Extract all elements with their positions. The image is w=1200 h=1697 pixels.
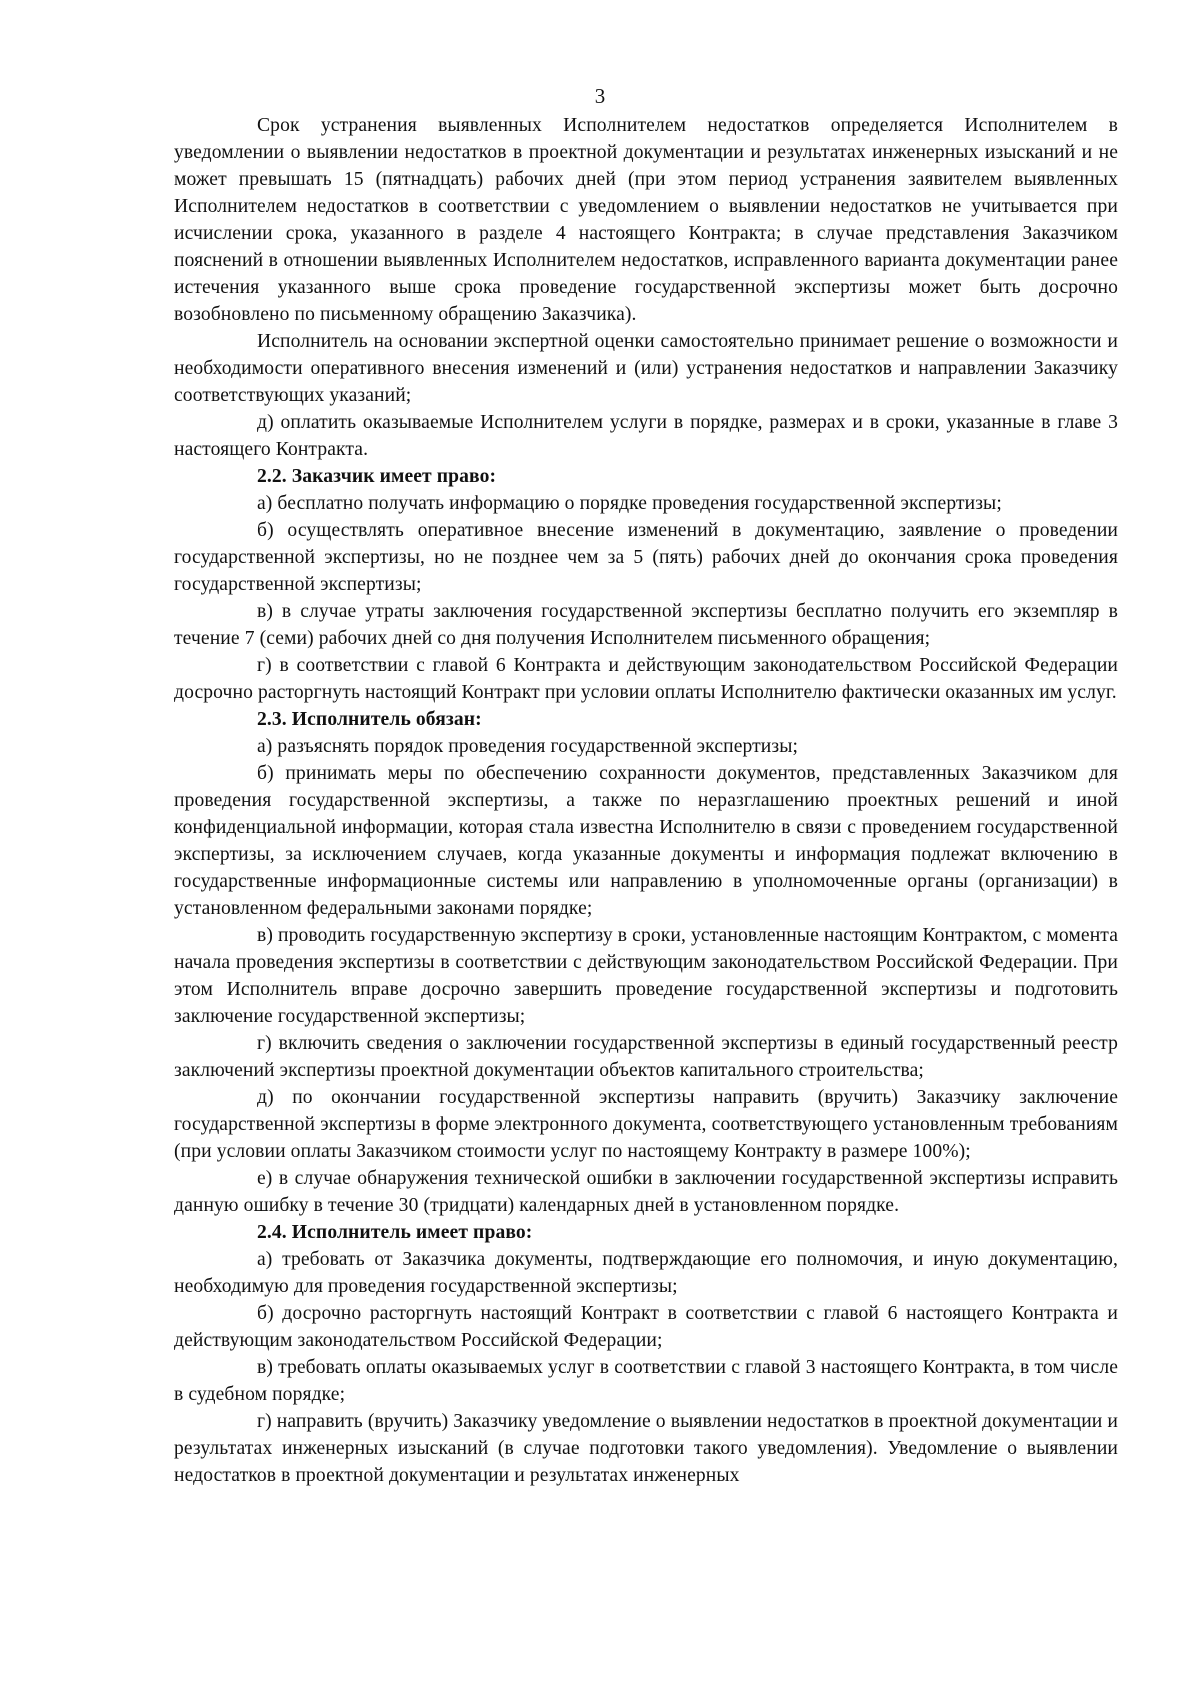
paragraph: б) досрочно расторгнуть настоящий Контракт в соответствии с главой 6 настоящего Контракта и действующим законодательством Российской Федерации; bbox=[174, 1303, 1118, 1351]
paragraph: Срок устранения выявленных Исполнителем недостатков определяется Исполнителем в уведомлении о выявлении недостатков в проектной документации и результатах инженерных изысканий и не может превышать 15 (пятнадцать) рабочих дней (при этом период устранения заявителем выявленных Исполнителем недостатков в соответствии с уведомлением о выявлении недостатков не учитывается при исчислении срока, указанного в разделе 4 настоящего Контракта; в случае представления Заказчиком пояснений в отношении выявленных Исполнителем недостатков, исправленного варианта документации ранее истечения указанного выше срока проведение государственной экспертизы может быть досрочно возобновлено по письменному обращению Заказчика). bbox=[174, 115, 1118, 325]
document-body bbox=[174, 112, 1118, 1489]
paragraph: Исполнитель на основании экспертной оценки самостоятельно принимает решение о возможности и необходимости оперативного внесения изменений и (или) устранения недостатков и направлении Заказчику соответствующих указаний; bbox=[174, 331, 1118, 406]
paragraph: а) бесплатно получать информацию о порядке проведения государственной экспертизы; bbox=[257, 493, 1002, 514]
paragraph: г) в соответствии с главой 6 Контракта и действующим законодательством Российской Федерации досрочно расторгнуть настоящий Контракт при условии оплаты Исполнителю фактически оказанных им услуг. bbox=[174, 655, 1118, 703]
section-heading: 2.2. Заказчик имеет право: bbox=[257, 466, 497, 487]
paragraph: г) включить сведения о заключении государственной экспертизы в единый государственный реестр заключений экспертизы проектной документации объектов капитального строительства; bbox=[174, 1033, 1118, 1081]
paragraph: е) в случае обнаружения технической ошибки в заключении государственной экспертизы исправить данную ошибку в течение 30 (тридцати) календарных дней в установленном порядке. bbox=[174, 1168, 1118, 1216]
paragraph: д) по окончании государственной экспертизы направить (вручить) Заказчику заключение государственной экспертизы в форме электронного документа, соответствующего установленным требованиям (при условии оплаты Заказчиком стоимости услуг по настоящему Контракту в размере 100%); bbox=[174, 1087, 1118, 1162]
section-heading: 2.3. Исполнитель обязан: bbox=[257, 709, 482, 730]
paragraph: д) оплатить оказываемые Исполнителем услуги в порядке, размерах и в сроки, указанные в главе 3 настоящего Контракта. bbox=[174, 412, 1118, 460]
paragraph: а) разъяснять порядок проведения государственной экспертизы; bbox=[257, 736, 799, 757]
page-number: 3 bbox=[594, 84, 606, 108]
section-heading: 2.4. Исполнитель имеет право: bbox=[257, 1222, 533, 1243]
paragraph: б) осуществлять оперативное внесение изменений в документацию, заявление о проведении государственной экспертизы, но не позднее чем за 5 (пять) рабочих дней до окончания срока проведения государственной экспертизы; bbox=[174, 520, 1118, 595]
paragraph: б) принимать меры по обеспечению сохранности документов, представленных Заказчиком для проведения государственной экспертизы, а также по неразглашению проектных решений и иной конфиденциальной информации, которая стала известна Исполнителю в связи с проведением государственной экспертизы, за исключением случаев, когда указанные документы и информация подлежат включению в государственные информационные системы или направлению в уполномоченные органы (организации) в установленном федеральными законами порядке; bbox=[174, 763, 1118, 919]
paragraph: г) направить (вручить) Заказчику уведомление о выявлении недостатков в проектной документации и результатах инженерных изысканий (в случае подготовки такого уведомления). Уведомление о выявлении недостатков в проектной документации и результатах инженерных bbox=[174, 1411, 1118, 1486]
paragraph: в) требовать оплаты оказываемых услуг в соответствии с главой 3 настоящего Контракта, в том числе в судебном порядке; bbox=[174, 1357, 1118, 1405]
paragraph: а) требовать от Заказчика документы, подтверждающие его полномочия, и иную документацию, необходимую для проведения государственной экспертизы; bbox=[174, 1249, 1118, 1297]
paragraph: в) проводить государственную экспертизу в сроки, установленные настоящим Контрактом, с момента начала проведения экспертизы в соответствии с действующим законодательством Российской Федерации. При этом Исполнитель вправе досрочно завершить проведение государственной экспертизы и подготовить заключение государственной экспертизы; bbox=[174, 925, 1118, 1027]
paragraph: в) в случае утраты заключения государственной экспертизы бесплатно получить его экземпляр в течение 7 (семи) рабочих дней со дня получения Исполнителем письменного обращения; bbox=[174, 601, 1118, 649]
